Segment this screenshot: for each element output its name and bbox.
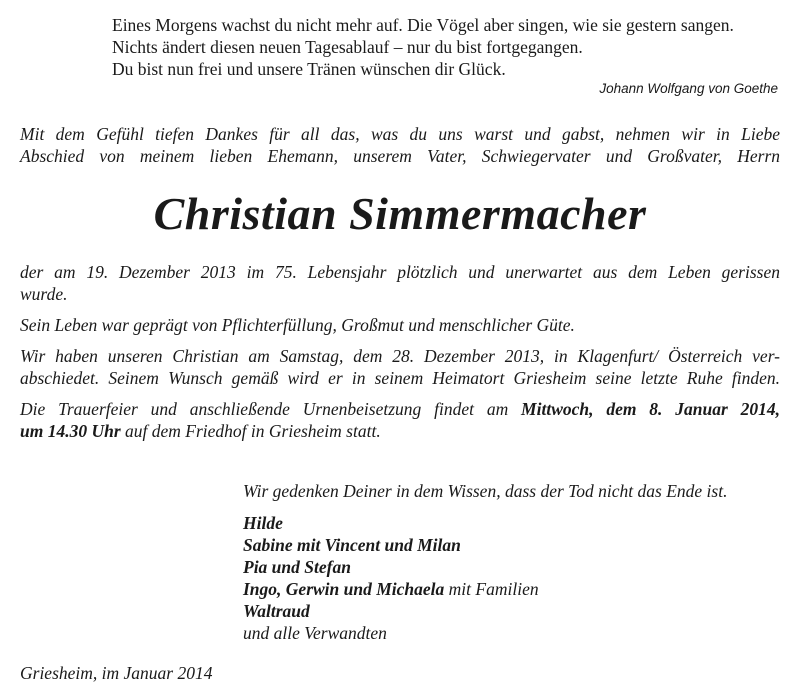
paragraph-line bbox=[20, 420, 780, 442]
paragraph-line: der am 19. Dezember 2013 im 75. Lebensjahr plötzlich und unerwartet aus dem Leben gerissen bbox=[20, 262, 780, 282]
mourner: Waltraud bbox=[243, 601, 310, 621]
mourner-suffix: mit Familien bbox=[444, 579, 539, 599]
paragraph-line: abschiedet. Seinem Wunsch gemäß wird er in seinem Heimatort Griesheim seine letzte Ruhe finden. bbox=[20, 368, 780, 388]
intro-text bbox=[20, 123, 780, 167]
place-date: Griesheim, im Januar 2014 bbox=[20, 663, 213, 683]
funeral-text: Die Trauerfeier und anschließende Urnenbeisetzung findet am bbox=[20, 399, 522, 419]
paragraph-death-date bbox=[20, 261, 780, 305]
mourner: Pia und Stefan bbox=[243, 557, 351, 577]
paragraph-line: Sein Leben war geprägt von Pflichterfüllung, Großmut und menschlicher Güte. bbox=[20, 315, 575, 335]
closing-block bbox=[243, 480, 783, 644]
mourner: und alle Verwandten bbox=[243, 623, 387, 643]
funeral-location: auf dem Friedhof in Griesheim statt. bbox=[120, 421, 381, 441]
closing-quote: Wir gedenken Deiner in dem Wissen, dass der Tod nicht das Ende ist. bbox=[243, 481, 728, 501]
intro-line-2: Abschied von meinem lieben Ehemann, unserem Vater, Schwiegervater und Großvater, Herrn bbox=[20, 146, 780, 166]
paragraph-character bbox=[20, 314, 780, 336]
mourner: Sabine mit Vincent und Milan bbox=[243, 535, 461, 555]
paragraph-farewell bbox=[20, 345, 780, 389]
paragraph-line: Wir haben unseren Christian am Samstag, dem 28. Dezember 2013, in Klagenfurt/ Österreich ver- bbox=[20, 346, 780, 366]
paragraph-line bbox=[20, 398, 780, 420]
mourner-names: Ingo, Gerwin und Michaela bbox=[243, 579, 445, 599]
poem-line-3: Du bist nun frei und unsere Tränen wünschen dir Glück. bbox=[112, 59, 506, 79]
poem-line-1: Eines Morgens wachst du nicht mehr auf. Die Vögel aber singen, wie sie gestern sangen. bbox=[112, 15, 734, 35]
paragraph-funeral bbox=[20, 398, 780, 442]
mourners-list bbox=[243, 512, 783, 644]
deceased-name: Christian Simmermacher bbox=[153, 188, 647, 239]
poem-line-2: Nichts ändert diesen neuen Tagesablauf – nur du bist fortgegangen. bbox=[112, 37, 583, 57]
poem-block bbox=[112, 14, 780, 98]
intro-line-1: Mit dem Gefühl tiefen Dankes für all das, was du uns warst und gabst, nehmen wir in Liebe bbox=[20, 124, 780, 144]
body-text bbox=[20, 261, 780, 451]
mourner: Hilde bbox=[243, 513, 283, 533]
paragraph-line: wurde. bbox=[20, 284, 68, 304]
funeral-date: Mittwoch, dem 8. Januar 2014, bbox=[521, 399, 780, 419]
poem-author: Johann Wolfgang von Goethe bbox=[599, 81, 778, 96]
funeral-time: um 14.30 Uhr bbox=[20, 421, 121, 441]
mourner bbox=[243, 578, 783, 600]
